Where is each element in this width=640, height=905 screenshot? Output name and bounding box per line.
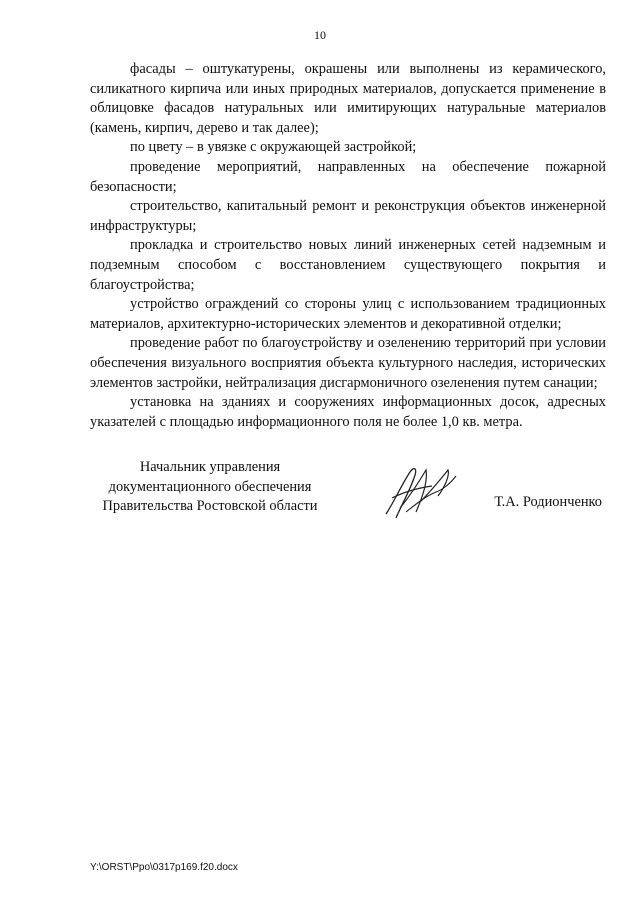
signature-block (90, 458, 610, 528)
signatory-title-line: Начальник управления (139, 459, 281, 475)
signatory-name: Т.А. Родионченко (494, 494, 602, 510)
file-path: Y:\ORST\Ppo\0317p169.f20.docx (90, 862, 238, 873)
signatory-title-line: документационного обеспечения (108, 478, 312, 495)
paragraph: строительство, капитальный ремонт и реконструкция объектов инженерной инфраструктуры; (90, 198, 606, 234)
paragraph: установка на зданиях и сооружениях информационных досок, адресных указателей с площадью информационного поля не более 1,0 кв. метра. (90, 394, 606, 430)
signatory-title-line: Правительства Ростовской области (102, 498, 318, 515)
paragraph: прокладка и строительство новых линий инженерных сетей надземным и подземным способом с восстановлением существующего покрытия и благоустройства; (90, 237, 606, 293)
signatory-title (90, 458, 330, 517)
paragraph: фасады – оштукатурены, окрашены или выполнены из керамического, силикатного кирпича или иных природных материалов, допускается применение в облицовке фасадов натуральных или имитирующих натуральные материалов (камень, кирпич, дерево и так далее); (90, 61, 606, 136)
paragraph: проведение работ по благоустройству и озеленению территорий при условии обеспечения визуального восприятия объекта культурного наследия, исторических элементов застройки, нейтрализация дисгармоничного озеленения путем санации; (90, 335, 606, 391)
paragraph: устройство ограждений со стороны улиц с использованием традиционных материалов, архитектурно-исторических элементов и декоративной отделки; (90, 296, 606, 332)
document-body (90, 60, 606, 432)
paragraph: проведение мероприятий, направленных на обеспечение пожарной безопасности; (90, 158, 606, 195)
paragraph: по цвету – в увязке с окружающей застройкой; (130, 139, 417, 156)
handwritten-signature (380, 462, 460, 526)
page-number: 10 (314, 28, 326, 42)
